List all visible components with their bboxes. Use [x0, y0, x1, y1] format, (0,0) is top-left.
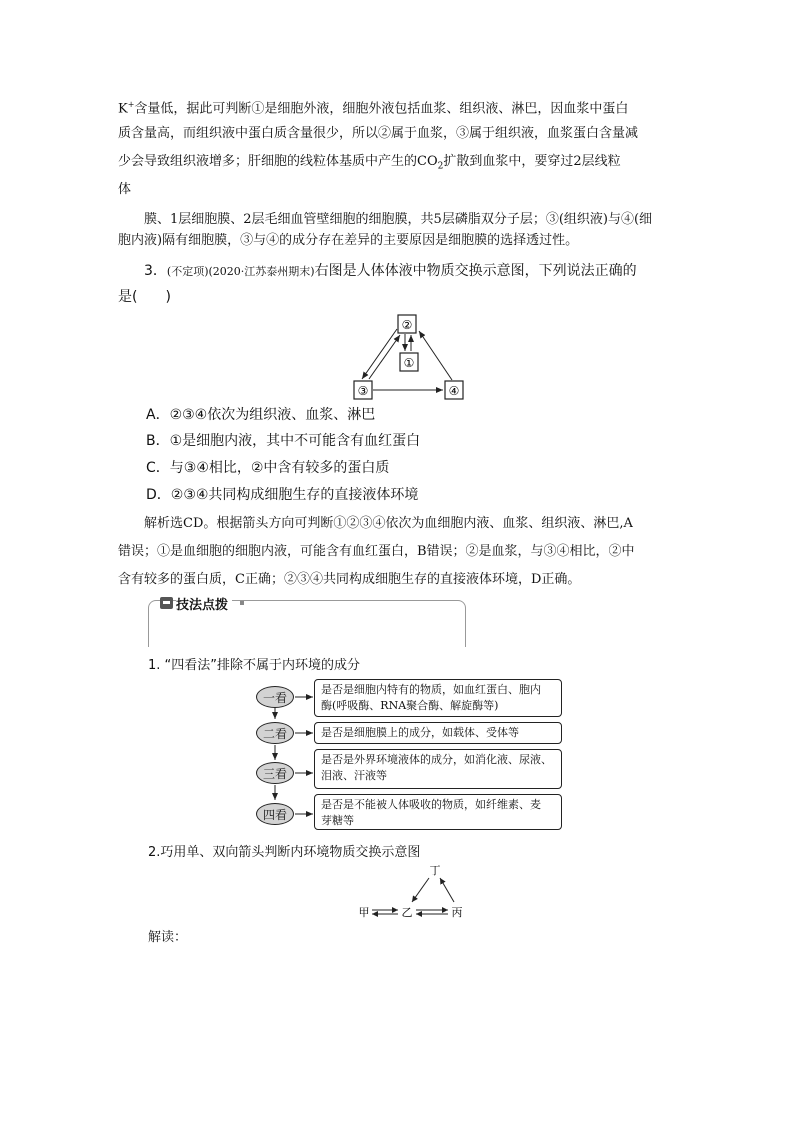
- step1-text-line2: 酶(呼吸酶、RNA聚合酶、解旋酶等): [321, 699, 499, 712]
- tips-icon: [160, 597, 173, 609]
- step1-text-line1: 是否是细胞内特有的物质，如血红蛋白、胞内: [321, 683, 541, 696]
- reading-label: 解读：: [148, 930, 188, 945]
- step3-text-line1: 是否是外界环境液体的成分，如消化液、尿液、: [321, 753, 552, 766]
- step4-box: [314, 794, 562, 830]
- option-c: C．与③④相比，②中含有较多的蛋白质: [146, 460, 390, 476]
- step2-text-line1: 是否是细胞膜上的成分，如载体、受体等: [321, 726, 519, 739]
- node-4-label: ④: [448, 384, 460, 398]
- step3-box: [314, 749, 562, 789]
- step1-oval: 一看: [256, 686, 294, 708]
- step3-oval: 三看: [256, 762, 294, 784]
- step4-text-line2: 芽糖等: [321, 814, 354, 827]
- option-b: B．①是细胞内液，其中不可能含有血红蛋白: [146, 433, 421, 449]
- step4-text-line1: 是否是不能被人体吸收的物质，如纤维素、麦: [321, 798, 541, 811]
- node-3-label: ③: [357, 384, 369, 398]
- question-stem-line1: 3．(不定项)(2020·江苏泰州期末)右图是人体体液中物质交换示意图，下列说法正确的: [144, 263, 637, 279]
- para2-line1: 膜、1层细胞膜、2层毛细血管壁细胞的细胞膜，共5层磷脂双分子层；③(组织液)与④(细: [144, 212, 653, 227]
- para1-line2: 质含量高，而组织液中蛋白质含量很少，所以②属于血浆，③属于组织液，血浆蛋白含量减: [118, 126, 639, 141]
- node-2-label: ②: [401, 318, 413, 332]
- body-fluid-exchange-diagram: [340, 305, 480, 405]
- para1-line4: 体: [118, 182, 132, 197]
- tips-header-dot: [240, 601, 244, 605]
- label-jia: 甲: [358, 906, 370, 919]
- tips-item1-title: 1. “四看法”排除不属于内环境的成分: [148, 658, 361, 673]
- step3-text-line2: 泪液、汗液等: [321, 769, 387, 782]
- para1-line1: K+含量低，据此可判断①是细胞外液，细胞外液包括血浆、组织液、淋巴，因血浆中蛋白: [118, 100, 629, 117]
- tips-item2-title: 2.巧用单、双向箭头判断内环境物质交换示意图: [148, 845, 421, 860]
- step4-oval: 四看: [256, 803, 294, 825]
- para2-line2: 胞内液)隔有细胞膜，③与④的成分存在差异的主要原因是细胞膜的选择透过性。: [118, 233, 579, 248]
- analysis-line1: 解析选CD。根据箭头方向可判断①②③④依次为血细胞内液、血浆、组织液、淋巴,A: [144, 516, 633, 531]
- analysis-line3: 含有较多的蛋白质，C正确；②③④共同构成细胞生存的直接液体环境，D正确。: [118, 572, 581, 587]
- option-d: D．②③④共同构成细胞生存的直接液体环境: [146, 487, 419, 503]
- para1-line3: 少会导致组织液增多；肝细胞的线粒体基质中产生的$CO_2$扩散到血浆中，要穿过2层线粒: [118, 154, 621, 172]
- jia-yi-bing-ding-diagram: [350, 860, 470, 922]
- option-a: A．②③④依次为组织液、血浆、淋巴: [146, 407, 376, 423]
- step2-oval: 二看: [256, 722, 294, 744]
- analysis-line2: 错误；①是血细胞的细胞内液，可能含有血红蛋白，B错误；②是血浆，与③④相比，②中: [118, 544, 635, 559]
- tips-header: 技法点拨: [176, 594, 232, 613]
- step1-box: [314, 679, 562, 717]
- label-yi: 乙: [401, 906, 413, 919]
- label-bing: 丙: [451, 906, 463, 919]
- label-ding: 丁: [429, 864, 441, 877]
- step2-box: [314, 722, 562, 744]
- node-1-label: ①: [403, 356, 415, 370]
- question-stem-line2: 是( ): [118, 289, 171, 305]
